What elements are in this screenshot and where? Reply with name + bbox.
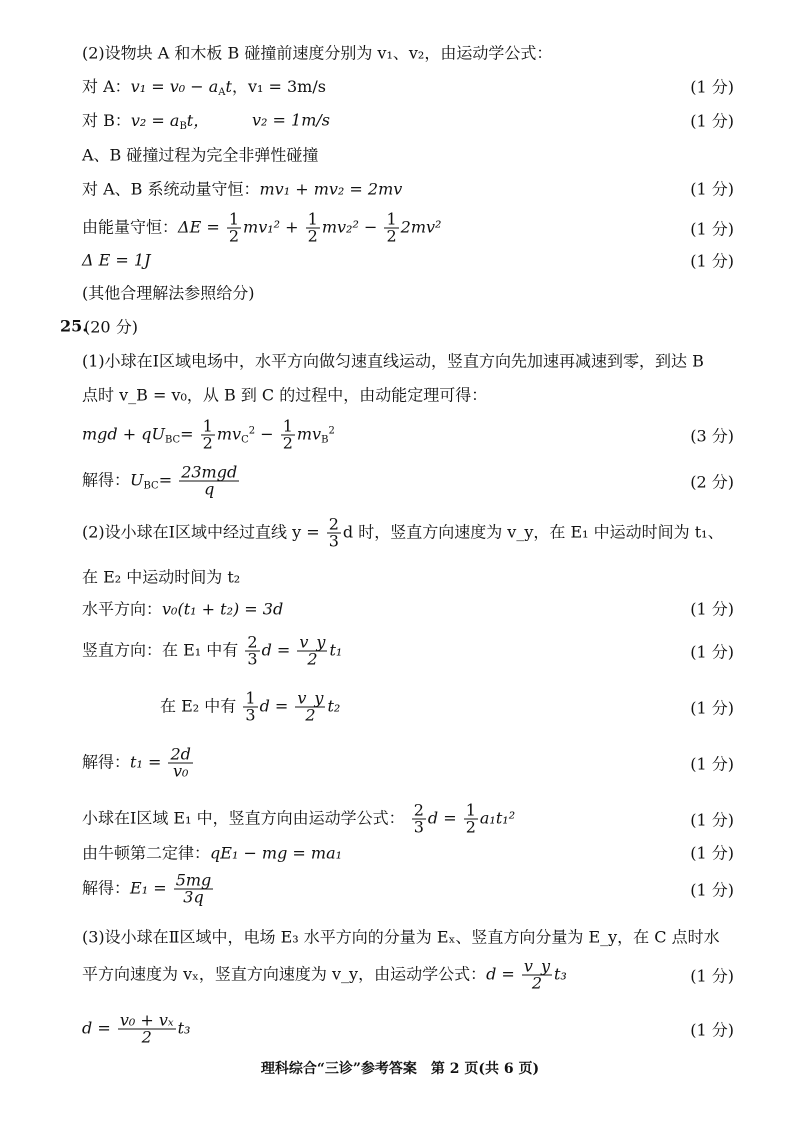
line-ubc-solution: 解得：$U_{BC}=$ $\frac{\text{23mgd}}{q}$ (2 分)	[82, 462, 734, 499]
line-t1-solution: 解得：t₁ = $\frac{2d}{\text{v₀}}$ (1 分)	[82, 744, 734, 781]
score: (1 分)	[690, 880, 734, 900]
score: (1 分)	[690, 698, 734, 718]
line-newton: 由牛顿第二定律：qE₁ − mg = ma₁ (1 分)	[0, 832, 800, 872]
q25-points: (20 分)	[84, 317, 138, 337]
line-p2-1: (2)设小球在Ⅰ区域中经过直线 y = $\frac{2}{3}$ d 时，竖直方向速度为 v_y，在 E₁ 中运动时间为 t₁、	[82, 514, 724, 551]
line-e1-solution: 解得：E₁ = $\frac{5mg}{3q}$ (1 分)	[82, 870, 734, 907]
p2-line2: 在 E₂ 中运动时间为 t₂	[82, 567, 241, 587]
line-b-velocity: 对 B：$v_2 = a_Bt$， v₂ = 1m/s (1 分)	[82, 110, 734, 132]
part2-intro: (2)设物块 A 和木板 B 碰撞前速度分别为 v₁、v₂，由运动学公式：	[82, 43, 553, 63]
score: (1 分)	[690, 754, 734, 774]
fraction-two-thirds: $\frac{2}{3}$	[328, 514, 339, 551]
b-result: v₂ = 1m/s	[252, 110, 330, 130]
a-label: 对 A：	[82, 77, 131, 96]
score: (1 分)	[690, 599, 734, 619]
fraction-t1: $\frac{2d}{\text{v₀}}$	[170, 744, 191, 781]
line-horizontal: 水平方向：v₀(t₁ + t₂) = 3d (1 分)	[0, 588, 800, 628]
fraction-half: $\frac{1}{2}$	[282, 416, 293, 453]
collision-type: A、B 碰撞过程为完全非弹性碰撞	[82, 145, 319, 165]
fraction-two-thirds: $\frac{2}{3}$	[247, 632, 258, 669]
fraction-e1: $\frac{5mg}{3q}$	[175, 870, 212, 907]
momentum-eq: mv₁ + mv₂ = 2mv	[259, 179, 403, 199]
page-footer: 理科综合“三诊”参考答案 第 2 页(共 6 页)	[260, 1061, 540, 1077]
a-v1-eq: v₁ = v₀ − a	[130, 77, 219, 96]
score: (1 分)	[690, 810, 734, 830]
fraction-vy-half: $\frac{v\_y}{2}$	[297, 688, 324, 725]
fraction-half: $\frac{1}{2}$	[202, 416, 213, 453]
score: (1 分)	[690, 111, 734, 131]
score: (2 分)	[690, 472, 734, 492]
fraction-ubc: $\frac{\text{23mgd}}{q}$	[181, 462, 238, 499]
line-a-velocity: 对 A：$v_1 = v_0 - a_At$，v₁ = 3m/s (1 分)	[0, 66, 800, 106]
score: (1 分)	[690, 77, 734, 97]
line-vertical-e2: 在 E₂ 中有 $\frac{1}{3}$ d = $\frac{v\_y}{2}$ t₂ (1 分)	[160, 688, 734, 725]
score: (1 分)	[690, 1020, 734, 1040]
a-result: ，v₁ = 3m/s	[231, 77, 326, 96]
fraction-half: $\frac{1}{2}$	[465, 800, 476, 837]
line-momentum	[0, 168, 800, 208]
line-vertical-e1: 竖直方向：在 E₁ 中有 $\frac{2}{3}$ d = $\frac{v\_y}{2}$ t₁ (1 分)	[82, 632, 734, 669]
fraction-half: $\frac{1}{2}$	[386, 209, 397, 246]
score: (1 分)	[690, 966, 734, 986]
fraction-vy-half: $\frac{v\_y}{2}$	[299, 632, 326, 669]
line-last-equation: d = $\frac{\text{v₀ + vₓ}}{2}$ t₃ (1 分)	[82, 1010, 734, 1047]
fraction-two-thirds: $\frac{2}{3}$	[413, 800, 424, 837]
q25-p1-line1: (1)小球在Ⅰ区域电场中，水平方向做匀速直线运动，竖直方向先加速再减速到零，到达 B	[82, 351, 704, 371]
score: (1 分)	[690, 642, 734, 662]
score: (1 分)	[690, 219, 734, 239]
score: (1 分)	[690, 179, 734, 199]
b-label: 对 B：	[82, 111, 131, 130]
line-p3-1	[0, 916, 800, 956]
line-energy: 由能量守恒：ΔE = $\frac{1}{2}$ mv₁² + $\frac{1}{2}$ mv₂² − $\frac{1}{2}$ 2mv² (1 分)	[82, 209, 734, 246]
other-methods: (其他合理解法参照给分)	[82, 283, 255, 303]
p3-line1: (3)设小球在Ⅱ区域中，电场 E₃ 水平方向的分量为 Eₓ、竖直方向分量为 E_y，在 C 点时水	[82, 927, 720, 947]
score: (1 分)	[690, 843, 734, 863]
q25-number: 25.	[60, 316, 88, 336]
score: (1 分)	[690, 251, 734, 271]
line-p3-2: 平方向速度为 vₓ，竖直方向速度为 v_y，由运动学公式：d = $\frac{v\_y}{2}$ t₃ (1 分)	[82, 956, 734, 993]
fraction-vy-half: $\frac{v\_y}{2}$	[523, 956, 550, 993]
momentum-label: 对 A、B 系统动量守恒：	[82, 179, 260, 199]
energy-label: 由能量守恒：	[82, 217, 179, 237]
q25-p1-line2: 点时 v_B = v₀，从 B 到 C 的过程中，由动能定理可得：	[82, 385, 488, 405]
fraction-half: $\frac{1}{2}$	[228, 209, 240, 246]
line-p1-2	[0, 374, 800, 414]
fraction-velocity-avg: $\frac{\text{v₀ + vₓ}}{2}$	[119, 1010, 174, 1047]
fraction-half: $\frac{1}{2}$	[307, 209, 318, 246]
fraction-one-third: $\frac{1}{3}$	[245, 688, 256, 725]
b-v2-eq: v₂ = a	[130, 111, 180, 130]
solve-label: 解得：	[82, 470, 131, 490]
score: (3 分)	[690, 426, 734, 446]
line-e1-kinematics: 小球在Ⅰ区域 E₁ 中，竖直方向由运动学公式： $\frac{2}{3}$ d = $\frac{1}{2}$ a₁t₁² (1 分)	[82, 800, 734, 837]
line-mgd-equation: mgd + $qU_{BC}=$ $\frac{1}{2}$ $mv_C^2$ − $\frac{1}{2}$ $mv_B^2$ (3 分)	[82, 416, 734, 453]
delta-e: Δ E = 1J	[82, 250, 151, 270]
